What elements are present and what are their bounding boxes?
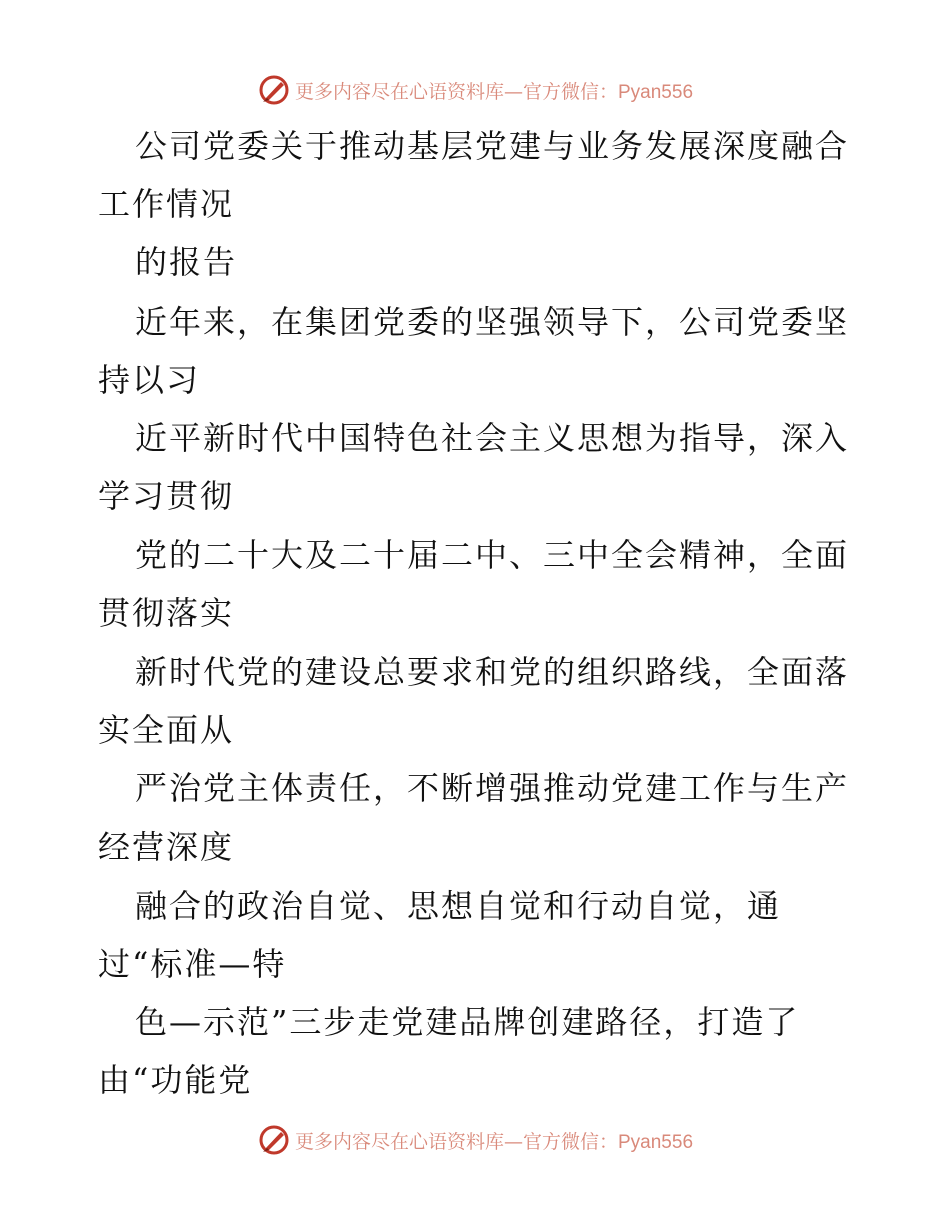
paragraph-line: 严治党主体责任，不断增强推动党建工作与生产: [135, 769, 850, 807]
paragraph-line: 近平新时代中国特色社会主义思想为指导，深入: [135, 419, 850, 457]
wechat-id: Pyan556: [618, 81, 694, 103]
paragraph-line: 贯彻落实: [98, 594, 235, 632]
title-line-2: 工作情况: [98, 185, 235, 223]
paragraph-line: 新时代党的建设总要求和党的组织路线，全面落: [135, 653, 850, 691]
footer-watermark: [0, 1120, 950, 1160]
paragraph-line: 学习贯彻: [98, 477, 235, 515]
paragraph-line: 经营深度: [98, 828, 235, 866]
paragraph-line: 近年来，在集团党委的坚强领导下，公司党委坚: [135, 303, 850, 341]
paragraph-line: 由“功能党: [98, 1061, 253, 1099]
watermark-text: 更多内容尽在心语资料库—官方微信：Pyan556: [294, 80, 694, 103]
paragraph-line: 色—示范”三步走党建品牌创建路径，打造了: [135, 1003, 800, 1041]
wechat-id: Pyan556: [618, 1131, 694, 1153]
paragraph-line: 持以习: [98, 361, 201, 399]
title-line-3: 的报告: [135, 243, 238, 281]
watermark-text: 更多内容尽在心语资料库—官方微信：Pyan556: [294, 1130, 694, 1153]
title-line-1: 公司党委关于推动基层党建与业务发展深度融合: [135, 127, 850, 165]
paragraph-line: 融合的政治自觉、思想自觉和行动自觉，通: [135, 887, 782, 925]
paragraph-line: 过“标准—特: [98, 945, 287, 983]
pen-logo-icon: [257, 1123, 291, 1157]
paragraph-line: 党的二十大及二十届二中、三中全会精神，全面: [135, 536, 850, 574]
paragraph-line: 实全面从: [98, 711, 235, 749]
